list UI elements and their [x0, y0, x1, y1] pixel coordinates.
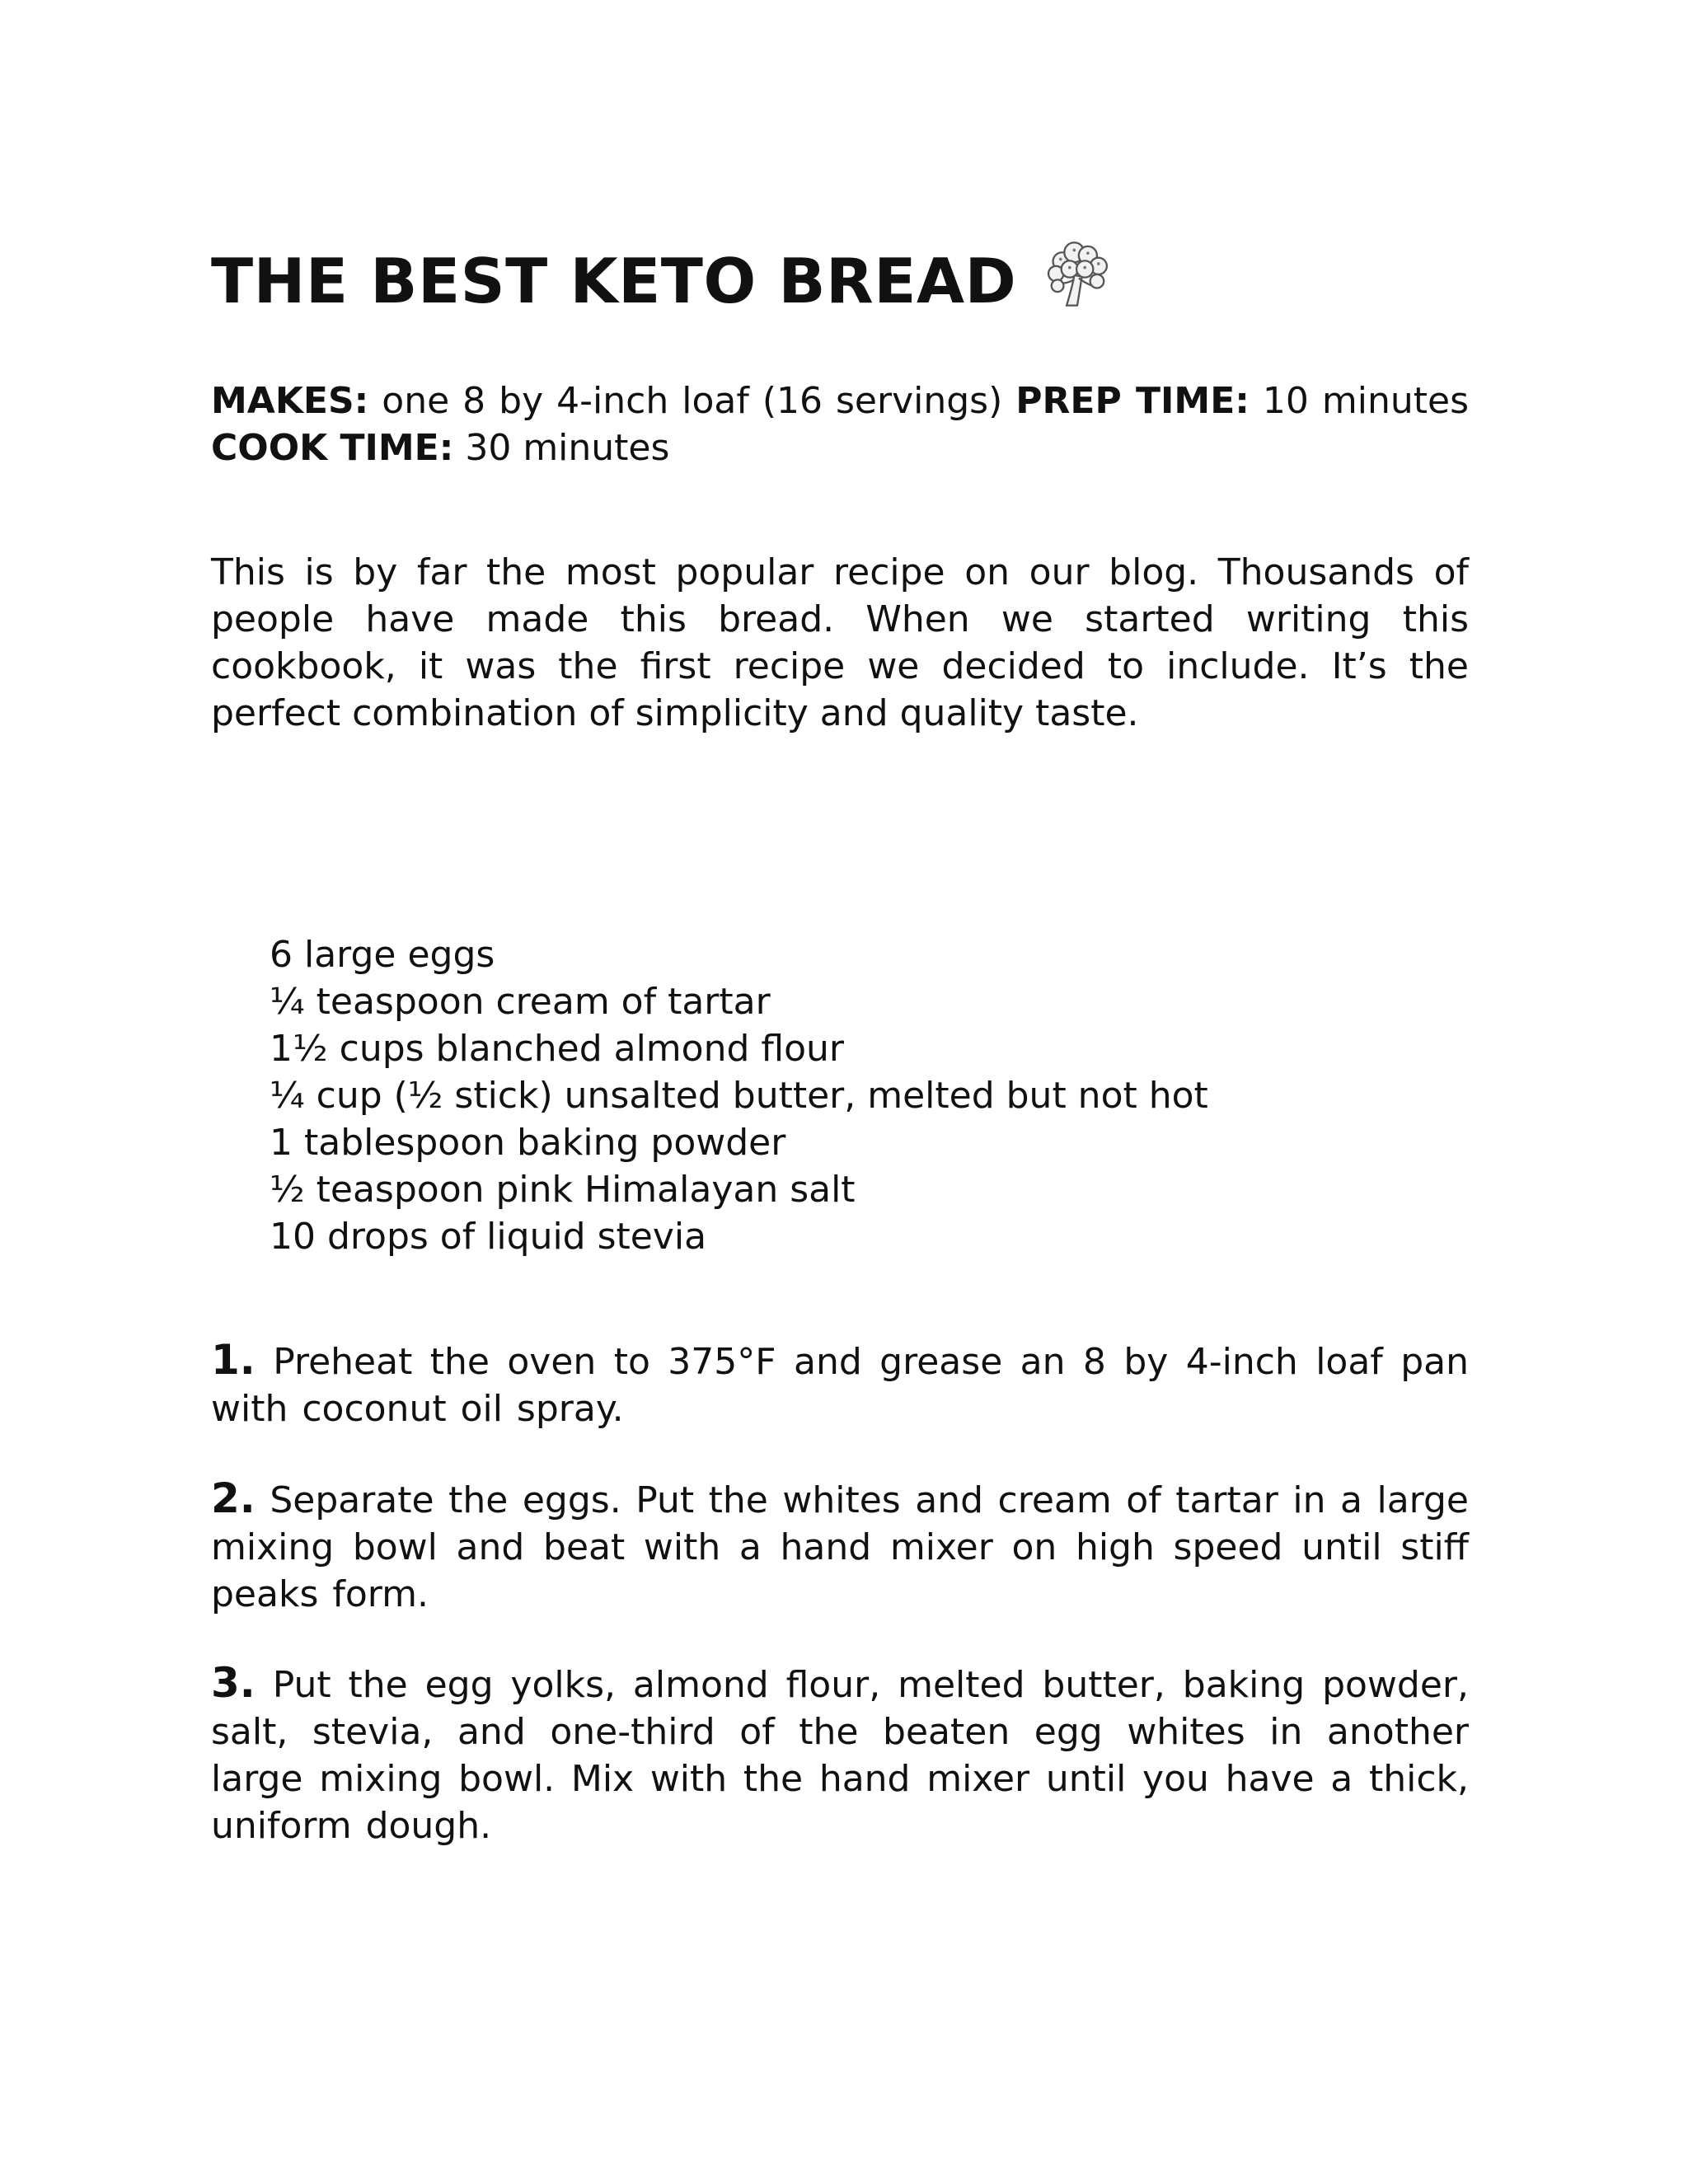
ingredient-item: ¼ teaspoon cream of tartar: [270, 981, 771, 1023]
cook-time-value: 30 minutes: [465, 427, 670, 469]
step-text: Put the egg yolks, almond flour, melted butter, baking powder, salt, stevia, and one-third of the beaten egg whites in another large mixing bowl. Mix with the hand mixer until you have a thick, uniform dough.: [211, 1664, 1469, 1847]
recipe-meta: [211, 377, 1469, 471]
step-number: 3.: [211, 1659, 256, 1707]
recipe-intro: This is by far the most popular recipe on our blog. Thousands of people have made this bread. When we started writing this cookbook, it was the first recipe we decided to include. It’s the perfect combination of simplicity and quality taste.: [211, 551, 1469, 734]
ingredient-item: ½ teaspoon pink Himalayan salt: [270, 1169, 856, 1211]
step-text: Preheat the oven to 375°F and grease an 8 by 4-inch loaf pan with coconut oil spray.: [211, 1341, 1469, 1430]
instruction-step-2: [211, 1475, 1469, 1618]
step-number: 1.: [211, 1336, 256, 1384]
recipe-title-text: THE BEST KETO BREAD: [211, 245, 1017, 317]
ingredient-item: ¼ cup (½ stick) unsalted butter, melted but not hot: [270, 1075, 1208, 1117]
prep-time-label: PREP TIME:: [1015, 380, 1250, 422]
ingredient-item: 6 large eggs: [270, 934, 495, 976]
ingredient-item: 10 drops of liquid stevia: [270, 1216, 707, 1258]
step-number: 2.: [211, 1474, 256, 1522]
broccoli-icon: [1039, 236, 1115, 312]
recipe-title: [211, 245, 1115, 317]
step-text: Separate the eggs. Put the whites and cream of tartar in a large mixing bowl and beat with a hand mixer on high speed until stiff peaks form.: [211, 1479, 1469, 1615]
ingredient-list: [270, 931, 1208, 1260]
prep-time-value: 10 minutes: [1262, 380, 1469, 422]
ingredient-item: 1 tablespoon baking powder: [270, 1122, 786, 1164]
makes-value: one 8 by 4-inch loaf (16 servings): [382, 380, 1003, 422]
instruction-step-3: [211, 1660, 1469, 1849]
ingredient-item: 1½ cups blanched almond flour: [270, 1028, 844, 1070]
instruction-step-1: [211, 1337, 1469, 1432]
cook-time-label: COOK TIME:: [211, 427, 454, 469]
makes-label: MAKES:: [211, 380, 369, 422]
